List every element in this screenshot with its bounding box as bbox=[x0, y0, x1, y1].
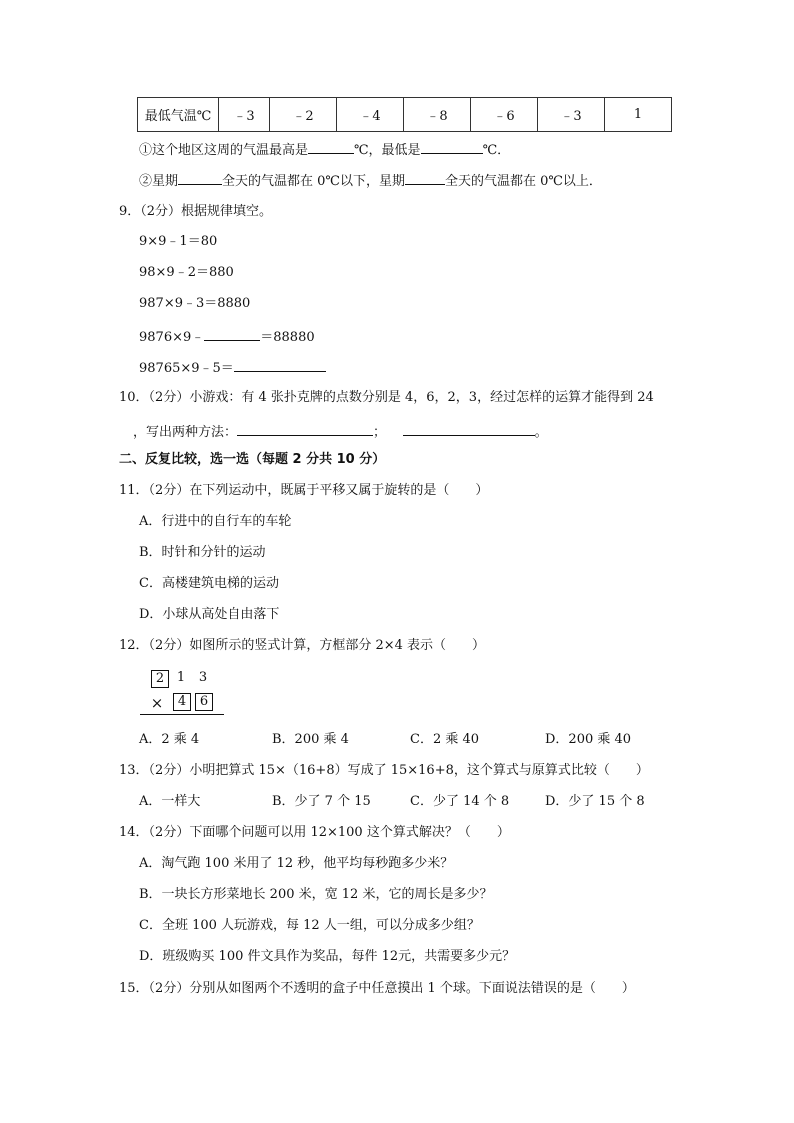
q12-stem: 12．（2分）如图所示的竖式计算，方框部分 2×4 表示（ ） bbox=[119, 638, 486, 653]
table-cell: 1 bbox=[605, 98, 672, 132]
q9-line-4-text2: ＝88880 bbox=[260, 330, 315, 345]
q13-stem: 13．（2分）小明把算式 15×（16+8）写成了 15×16+8，这个算式与原算式比较（ ） bbox=[119, 763, 649, 778]
q11-option-d[interactable]: D．小球从高处自由落下 bbox=[139, 607, 280, 622]
q12-option-a[interactable]: A．2 乘 4 bbox=[139, 732, 200, 747]
section-heading: 二、反复比较，选一选（每题 2 分共 10 分） bbox=[119, 452, 386, 467]
q14-option-a[interactable]: A．淘气跑 100 米用了 12 秒，他平均每秒跑多少米？ bbox=[139, 856, 454, 871]
q11-option-b[interactable]: B．时针和分针的运动 bbox=[139, 545, 266, 560]
q9-line-3: 987×9﹣3＝8880 bbox=[139, 296, 251, 311]
q10-line-2-text: ，写出两种方法： bbox=[133, 425, 238, 440]
vertical-multiplication bbox=[140, 668, 224, 716]
digit: 1 bbox=[176, 670, 186, 685]
q12-option-b[interactable]: B．200 乘 4 bbox=[272, 732, 349, 747]
times-sign: × bbox=[150, 694, 164, 712]
boxed-digit: 2 bbox=[151, 670, 169, 688]
answer-blank[interactable] bbox=[237, 421, 373, 436]
q9-line-4-text: 9876×9﹣ bbox=[139, 330, 205, 345]
q11-option-a[interactable]: A．行进中的自行车的车轮 bbox=[139, 514, 292, 529]
table-cell: ﹣3 bbox=[538, 98, 605, 132]
q15-stem: 15．（2分）分别从如图两个不透明的盒子中任意摸出 1 个球。下面说法错误的是（ ） bbox=[119, 981, 635, 996]
q14-option-b[interactable]: B．一块长方形菜地长 200 米，宽 12 米，它的周长是多少？ bbox=[139, 887, 493, 902]
boxed-digit: 4 bbox=[173, 693, 191, 711]
boxed-digit: 6 bbox=[195, 693, 213, 711]
q9-line-4 bbox=[139, 326, 315, 347]
temperature-table bbox=[137, 97, 672, 132]
q9-title: 9．（2分）根据规律填空。 bbox=[119, 204, 273, 219]
q8-sub1-text3: ℃． bbox=[482, 143, 511, 158]
answer-blank[interactable] bbox=[405, 170, 445, 185]
q8-sub1-text2: ℃，最低是 bbox=[354, 143, 421, 158]
sum-line bbox=[140, 714, 224, 715]
q10-line-2 bbox=[133, 421, 548, 442]
q9-line-5 bbox=[139, 357, 326, 378]
q13-option-d[interactable]: D．少了 15 个 8 bbox=[545, 794, 645, 809]
q13-option-b[interactable]: B．少了 7 个 15 bbox=[272, 794, 371, 809]
q11-stem: 11．（2分）在下列运动中，既属于平移又属于旋转的是（ ） bbox=[119, 483, 489, 498]
table-row bbox=[138, 98, 672, 132]
q13-option-c[interactable]: C．少了 14 个 8 bbox=[410, 794, 510, 809]
q10-line-1: 10．（2分）小游戏：有 4 张扑克牌的点数分别是 4，6，2，3，经过怎样的运算才能得到 24 bbox=[119, 390, 654, 405]
q8-sub2-text2: 全天的气温都在 0℃以下，星期 bbox=[222, 174, 405, 189]
digit: 3 bbox=[198, 670, 208, 685]
answer-blank[interactable] bbox=[421, 139, 483, 154]
q12-option-c[interactable]: C．2 乘 40 bbox=[410, 732, 480, 747]
q9-line-5-text: 98765×9﹣5＝ bbox=[139, 361, 234, 376]
answer-blank[interactable] bbox=[204, 326, 260, 341]
table-row-label: 最低气温℃ bbox=[138, 98, 219, 132]
answer-blank[interactable] bbox=[308, 139, 354, 154]
q14-option-d[interactable]: D．班级购买 100 件文具作为奖品，每件 12元，共需要多少元？ bbox=[139, 949, 516, 964]
table-cell: ﹣4 bbox=[337, 98, 404, 132]
table-cell: ﹣8 bbox=[404, 98, 471, 132]
q13-option-a[interactable]: A．一样大 bbox=[139, 794, 201, 809]
table-cell: ﹣2 bbox=[270, 98, 337, 132]
q10-line-2-sep: ； bbox=[373, 425, 387, 440]
answer-blank[interactable] bbox=[234, 357, 326, 372]
q8-sub1 bbox=[139, 139, 510, 160]
q8-sub2 bbox=[139, 170, 602, 191]
table-cell: ﹣6 bbox=[471, 98, 538, 132]
q8-sub2-text3: 全天的气温都在 0℃以上． bbox=[444, 174, 602, 189]
q14-stem: 14．（2分）下面哪个问题可以用 12×100 这个算式解决？（ ） bbox=[119, 825, 510, 840]
table-cell: ﹣3 bbox=[219, 98, 270, 132]
q9-line-1: 9×9﹣1＝80 bbox=[139, 234, 218, 249]
q8-sub2-text: ②星期 bbox=[139, 174, 179, 189]
q11-option-c[interactable]: C．高楼建筑电梯的运动 bbox=[139, 576, 279, 591]
q9-line-2: 98×9﹣2＝880 bbox=[139, 265, 234, 280]
q10-line-2-end: 。 bbox=[534, 425, 548, 440]
q8-sub1-text: ①这个地区这周的气温最高是 bbox=[139, 143, 309, 158]
answer-blank[interactable] bbox=[403, 421, 535, 436]
q14-option-c[interactable]: C．全班 100 人玩游戏，每 12 人一组，可以分成多少组？ bbox=[139, 918, 480, 933]
q12-option-d[interactable]: D．200 乘 40 bbox=[545, 732, 632, 747]
answer-blank[interactable] bbox=[178, 170, 222, 185]
